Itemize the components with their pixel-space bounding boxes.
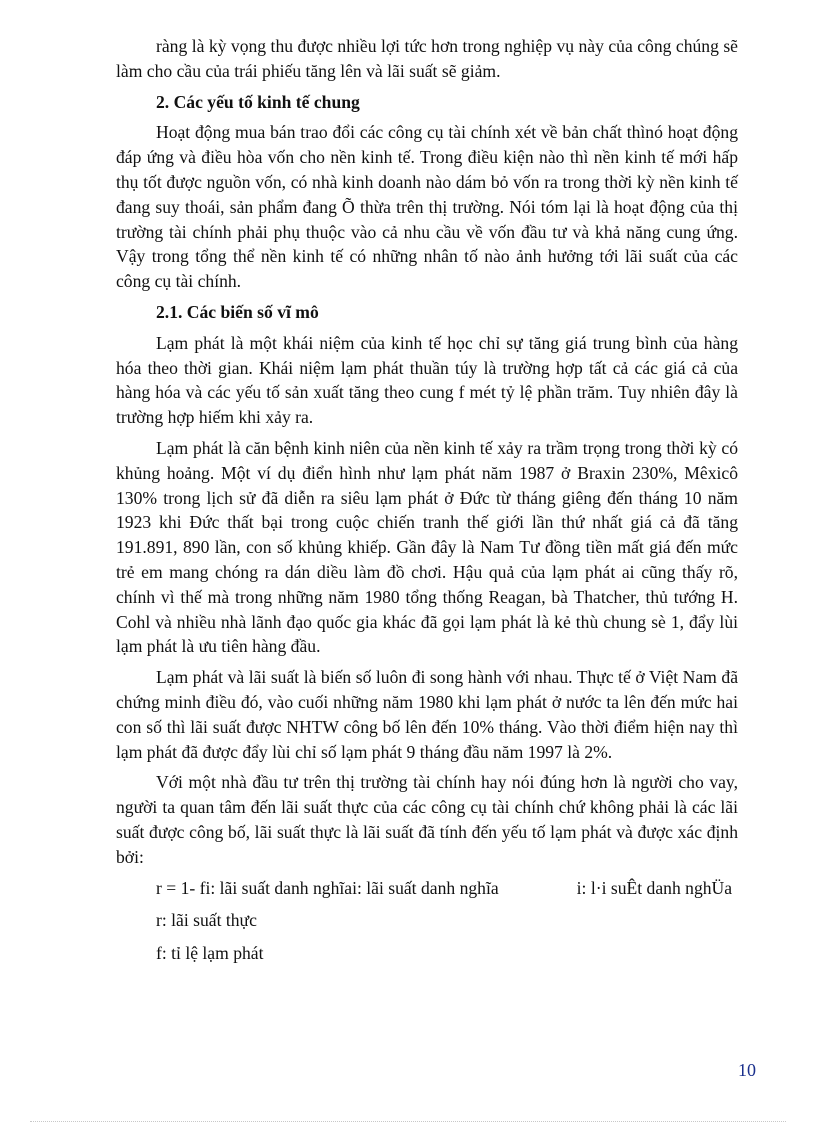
formula-tail: i: l·i suÊt danh nghÜa <box>576 877 733 898</box>
formula-main: r = 1- fi: lãi suất danh nghĩai: lãi suất danh nghĩa <box>156 877 499 898</box>
paragraph-inflation-history: Lạm phát là căn bệnh kinh niên của nền kinh tế xảy ra trầm trọng trong thời kỳ có khủng hoảng. Một ví dụ điển hình như lạm phát năm 1987 ở Braxin 230%, Mêxicô 130% trong lịch sử đã diễn ra siêu lạm phát ở Đức từ tháng giêng đến tháng 10 năm 1923 khi Đức thất bại trong cuộc chiến tranh thế giới lần thứ nhất giá cả đã tăng 191.891, 890 lần, con số khủng khiếp. Gần đây là Nam Tư đồng tiền mất giá đến mức trẻ em mang chóng ra dán diều làm đồ chơi. Hậu quả của lạm phát ai cũng thấy rõ, chính vì thế mà trong những năm 1980 tổng thống Reagan, bà Thatcher, thủ tướng H. Cohl và nhiều nhà lãnh đạo quốc gia khác đã gọi lạm phát là kẻ thù chung sè 1, đẩy lùi lạm phát là ưu tiên hàng đầu. <box>116 437 738 657</box>
paragraph-economic-factors: Hoạt động mua bán trao đổi các công cụ tài chính xét về bản chất thìnó hoạt động đáp ứng và điều hòa vốn cho nền kinh tế. Trong điều kiện nào thì nền kinh tế mới hấp thụ tốt được nguồn vốn, có nhà kinh doanh nào dám bỏ vốn ra trong thời kỳ nền kinh tế đang suy thoái, sản phẩm đang Õ thừa trên thị trường. Nói tóm lại là hoạt động của thị trường tài chính phải phụ thuộc vào cả nhu cầu về vốn đầu tư và khả năng cung ứng. Vậy trong tổng thể nền kinh tế có những nhân tố nào ảnh hưởng tới lãi suất của các công cụ tài chính. <box>116 122 738 292</box>
definition-r: r: lãi suất thực <box>156 910 257 931</box>
document-body <box>116 34 738 974</box>
page-bottom-divider <box>30 1121 786 1122</box>
page-number: 10 <box>738 1060 756 1080</box>
paragraph-inflation-interest: Lạm phát và lãi suất là biến số luôn đi song hành với nhau. Thực tế ở Việt Nam đã chứng minh điều đó, vào cuối những năm 1980 khi lạm phát ở nước ta lên đến mức hai con số thì lãi suất được NHTW công bố lên đến 10% tháng. Vào thời điểm hiện nay thì lạm phát đã được đẩy lùi chỉ số lạm phát 9 tháng đầu năm 1997 là 2%. <box>116 667 738 762</box>
section-heading-2: 2. Các yếu tố kinh tế chung <box>156 91 360 112</box>
formula-real-interest <box>116 876 738 901</box>
section-heading-2-1: 2.1. Các biến số vĩ mô <box>156 301 319 322</box>
paragraph-real-interest: Với một nhà đầu tư trên thị trường tài chính hay nói đúng hơn là người cho vay, người ta quan tâm đến lãi suất thực của các công cụ tài chính chứ không phải là các lãi suất được công bố, lãi suất thực là lãi suất đã tính đến yếu tố lạm phát và được xác định bởi: <box>116 772 738 867</box>
definition-f: f: tỉ lệ lạm phát <box>156 943 264 964</box>
paragraph-intro: ràng là kỳ vọng thu được nhiều lợi tức hơn trong nghiệp vụ này của công chúng sẽ làm cho cầu của trái phiếu tăng lên và lãi suất sẽ giảm. <box>116 36 738 81</box>
paragraph-inflation-definition: Lạm phát là một khái niệm của kinh tế học chỉ sự tăng giá trung bình của hàng hóa theo thời gian. Khái niệm lạm phát thuần túy là trường hợp tất cả các giá cả của hàng hóa và các yếu tố sản xuất tăng theo cung f mét tỷ lệ phần trăm. Tuy nhiên đây là trường hợp hiếm khi xảy ra. <box>116 332 738 428</box>
